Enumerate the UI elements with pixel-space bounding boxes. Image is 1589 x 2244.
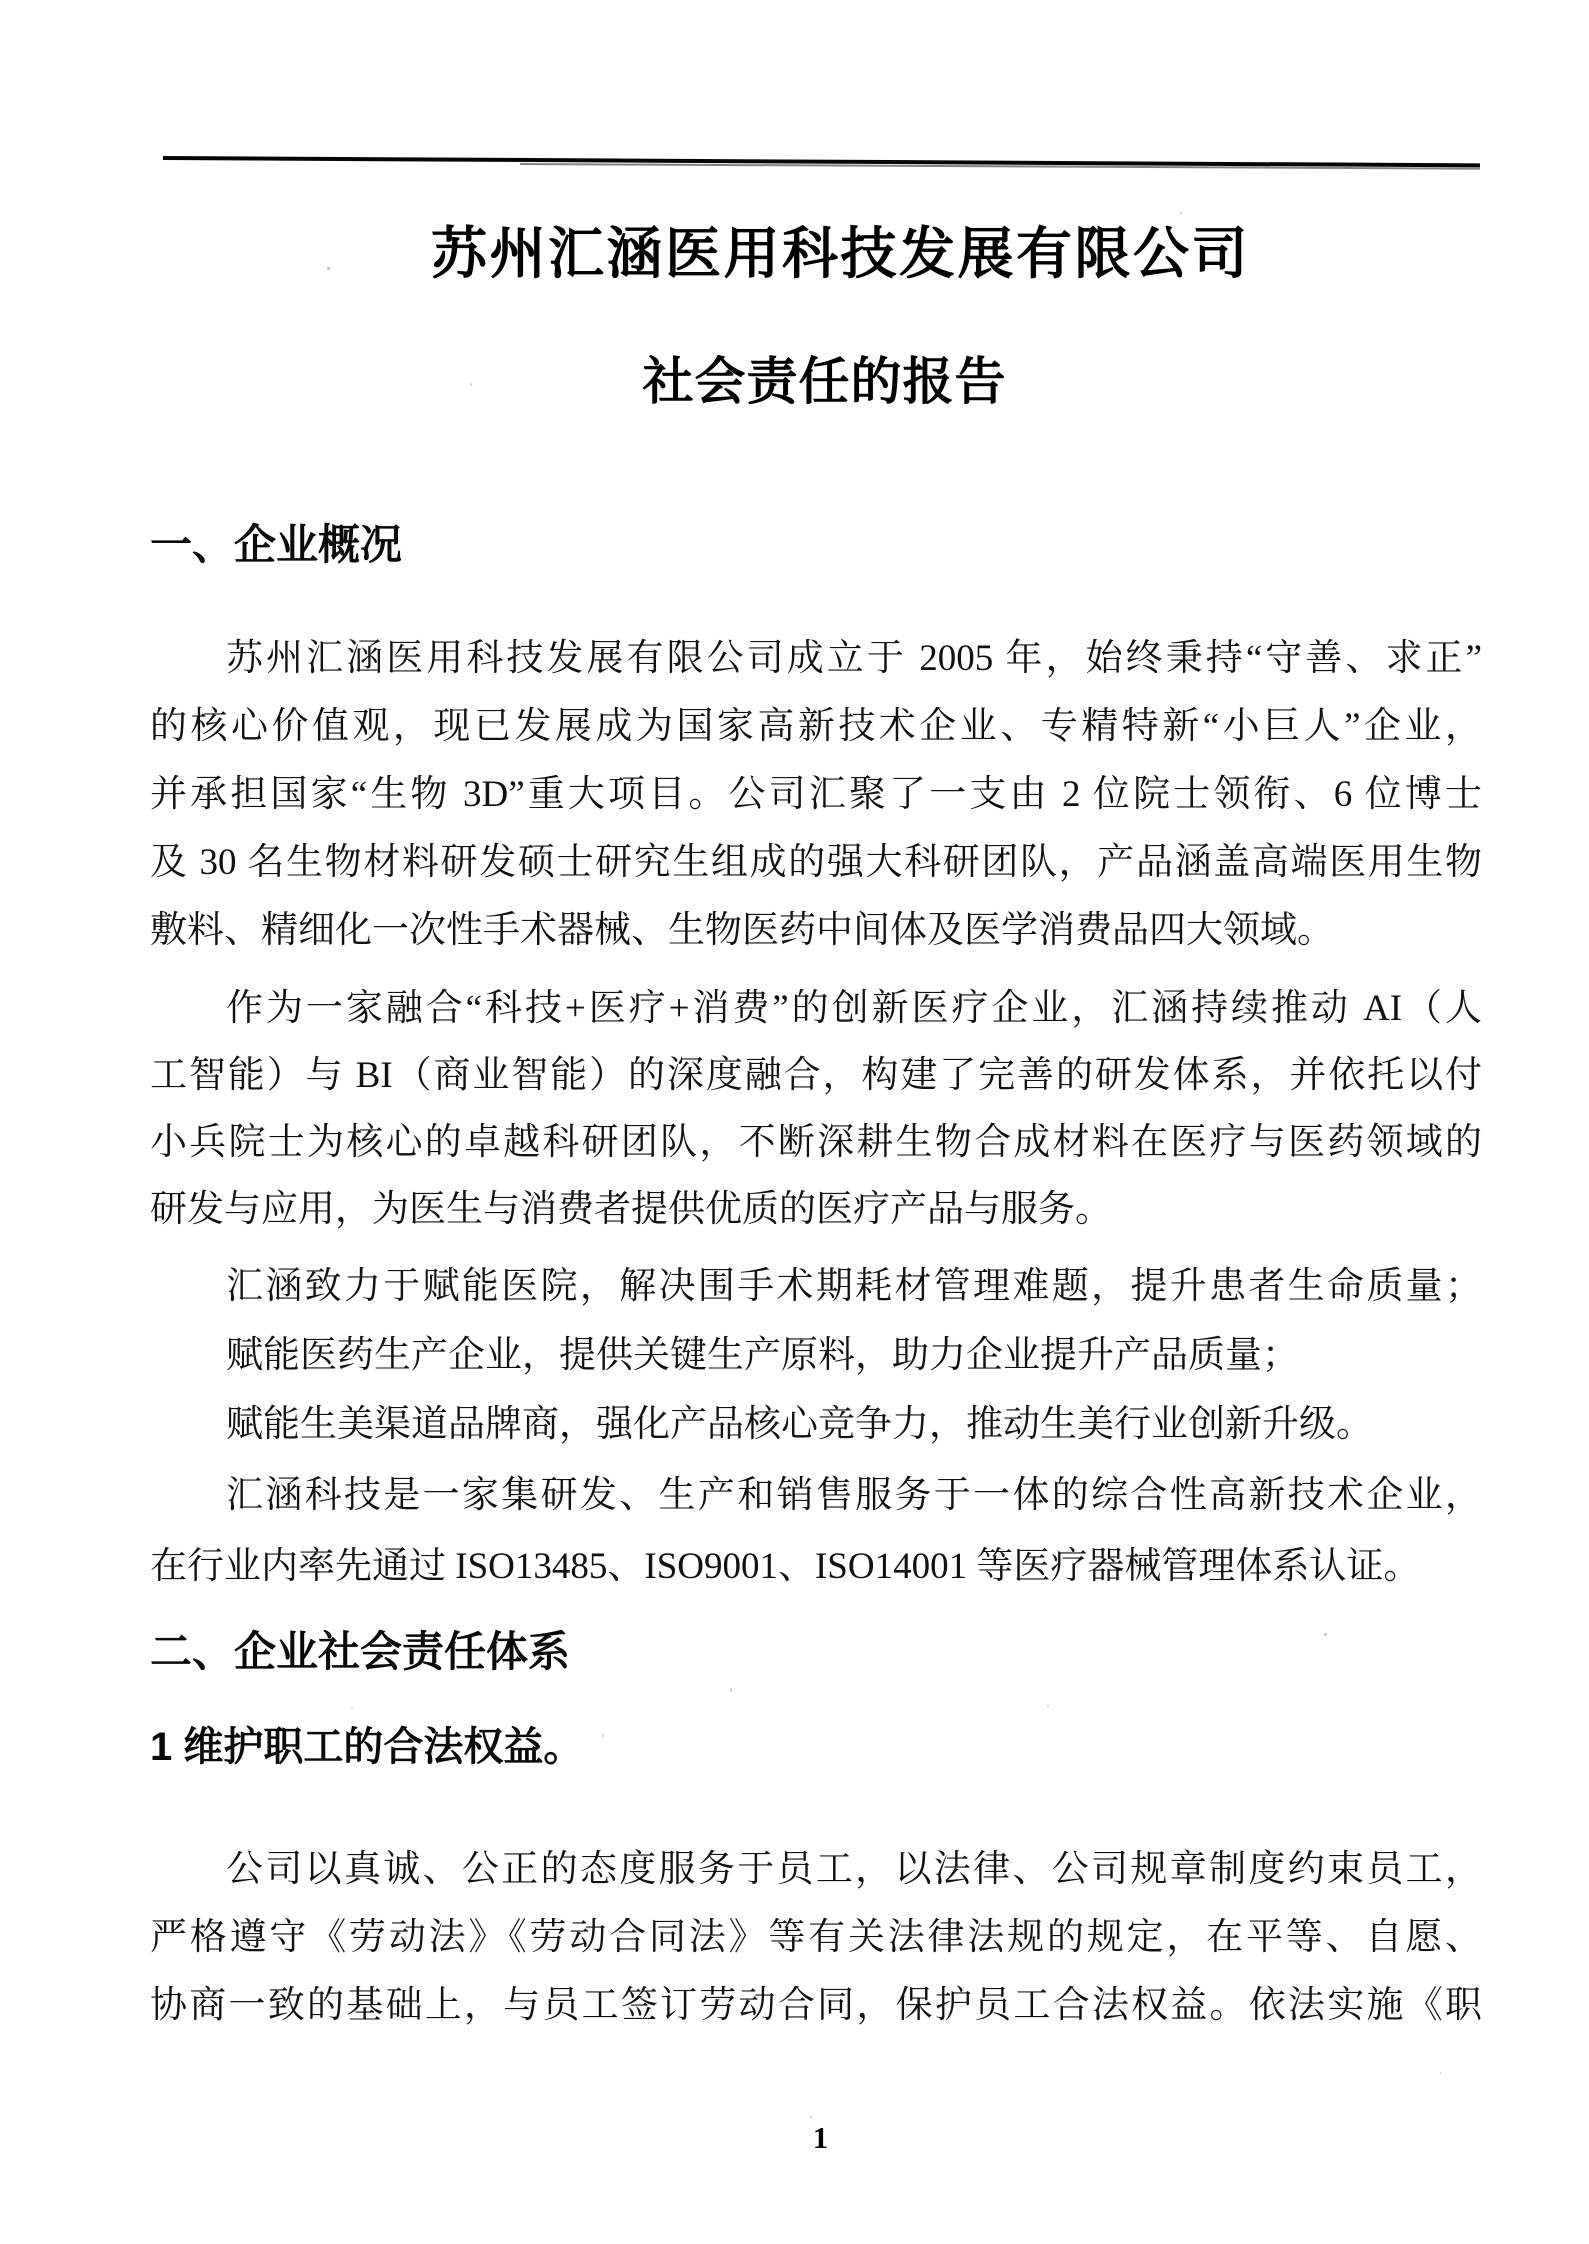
scan-speck [1440, 2072, 1442, 2074]
body-line: 严格遵守《劳动法》《劳动合同法》等有关法律法规的规定，在平等、自愿、 [150, 1917, 1482, 1958]
scan-speck [351, 1707, 353, 1709]
section-2-subheading: 1 维护职工的合法权益。 [150, 1725, 584, 1769]
body-line: 并承担国家“生物 3D”重大项目。公司汇聚了一支由 2 位院士领衔、6 位博士 [150, 774, 1482, 815]
body-line: 敷料、精细化一次性手术器械、生物医药中间体及医学消费品四大领域。 [150, 910, 1334, 951]
body-line: 作为一家融合“科技+医疗+消费”的创新医疗企业，汇涵持续推动 AI（人 [226, 988, 1482, 1029]
body-line: 赋能生美渠道品牌商，强化产品核心竞争力，推动生美行业创新升级。 [226, 1404, 1373, 1445]
page-number: 1 [812, 2120, 829, 2155]
scan-speck [1047, 1705, 1049, 1707]
scan-speck [810, 2116, 812, 2118]
scan-speck [470, 383, 472, 386]
body-line: 研发与应用，为医生与消费者提供优质的医疗产品与服务。 [150, 1189, 1112, 1230]
body-line: 在行业内率先通过 ISO13485、ISO9001、ISO14001 等医疗器械管理体系认证。 [150, 1546, 1421, 1587]
document-title-line1: 苏州汇涵医用科技发展有限公司 [431, 224, 1250, 286]
scan-speck [1324, 1633, 1327, 1636]
body-line: 的核心价值观，现已发展成为国家高新技术企业、专精特新“小巨人”企业， [150, 706, 1482, 747]
body-line: 赋能医药生产企业，提供关键生产原料，助力企业提升产品质量； [226, 1335, 1299, 1376]
scan-speck [327, 267, 330, 270]
body-line: 小兵院士为核心的卓越科研团队，不断深耕生物合成材料在医疗与医药领域的 [150, 1122, 1482, 1163]
body-line: 工智能）与 BI（商业智能）的深度融合，构建了完善的研发体系，并依托以付 [150, 1055, 1482, 1096]
body-line: 协商一致的基础上，与员工签订劳动合同，保护员工合法权益。依法实施《职 [150, 1985, 1482, 2026]
body-line: 公司以真诚、公正的态度服务于员工，以法律、公司规章制度约束员工， [226, 1849, 1482, 1890]
section-2-heading: 二、企业社会责任体系 [150, 1628, 571, 1675]
scan-speck [1180, 212, 1182, 214]
scan-speck [602, 1734, 604, 1737]
body-line: 汇涵致力于赋能医院，解决围手术期耗材管理难题，提升患者生命质量； [226, 1266, 1482, 1307]
body-line: 汇涵科技是一家集研发、生产和销售服务于一体的综合性高新技术企业， [226, 1475, 1482, 1516]
scan-speck [730, 1688, 732, 1692]
body-line: 及 30 名生物材料研发硕士研究生组成的强大科研团队，产品涵盖高端医用生物 [150, 842, 1482, 883]
body-line: 苏州汇涵医用科技发展有限公司成立于 2005 年，始终秉持“守善、求正” [226, 638, 1482, 679]
section-1-heading: 一、企业概况 [150, 521, 403, 568]
document-title-line2: 社会责任的报告 [642, 355, 1007, 411]
